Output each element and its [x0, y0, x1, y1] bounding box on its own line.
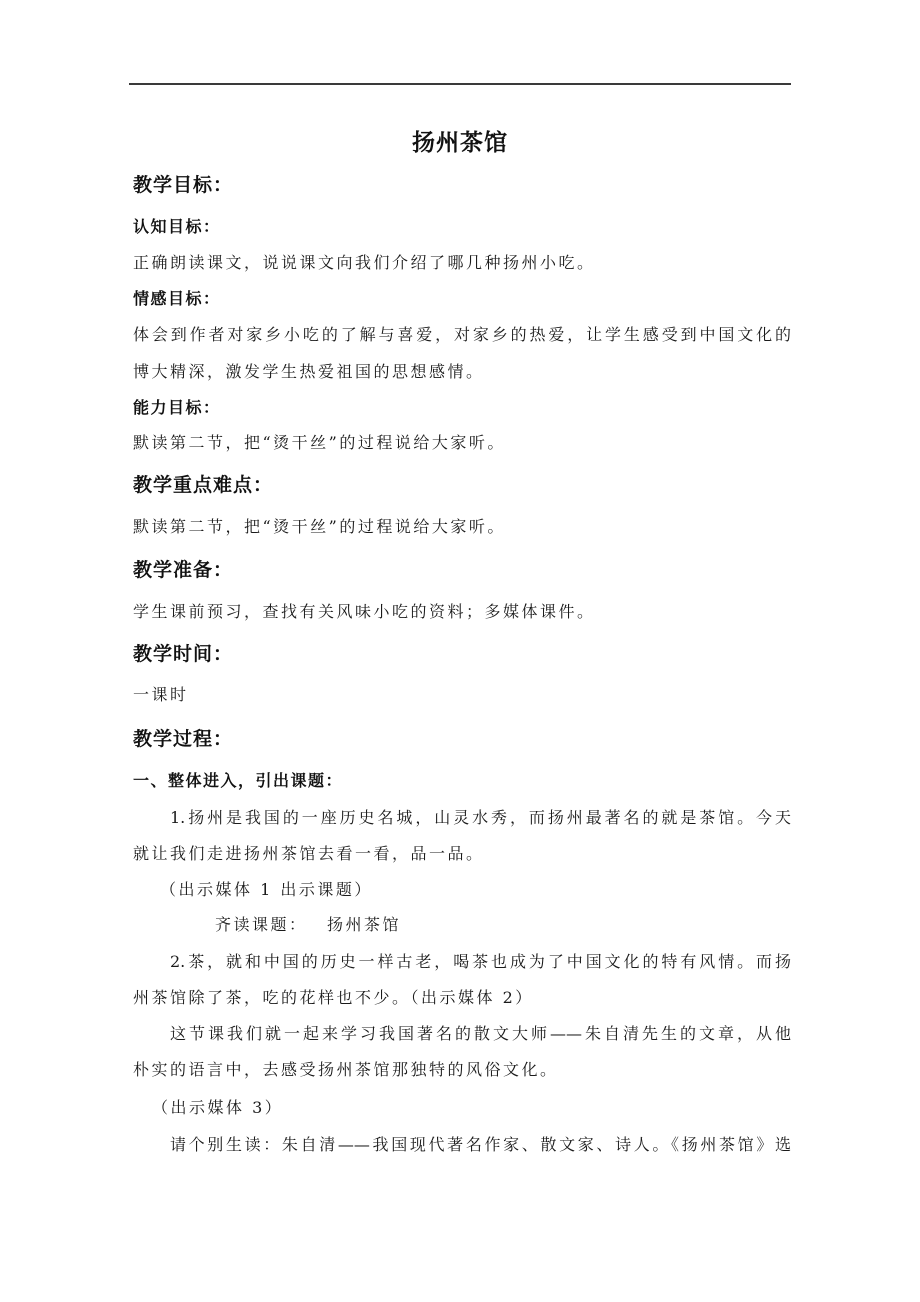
step1-para1-line1: 1.扬州是我国的一座历史名城，山灵水秀，而扬州最著名的就是茶馆。今天 — [170, 808, 791, 827]
step1-para1-line2: 就让我们走进扬州茶馆去看一看，品一品。 — [133, 844, 485, 863]
heading-key-points: 教学重点难点： — [133, 474, 274, 496]
step1-heading: 一、整体进入，引出课题： — [133, 771, 344, 790]
heading-process: 教学过程： — [133, 728, 234, 750]
step1-para3-line1: 这节课我们就一起来学习我国著名的散文大师——朱自清先生的文章，从他 — [170, 1024, 791, 1043]
emotional-text-line-1: 体会到作者对家乡小吃的了解与喜爱，对家乡的热爱，让学生感受到中国文化的 — [133, 325, 791, 344]
subheading-cognitive: 认知目标： — [133, 217, 221, 236]
read-title-value: 扬州茶馆 — [327, 915, 402, 934]
document-title: 扬州茶馆 — [412, 130, 508, 156]
step1-para2-line1: 2.茶，就和中国的历史一样古老，喝茶也成为了中国文化的特有风情。而扬 — [170, 952, 791, 971]
heading-time: 教学时间： — [133, 643, 234, 665]
media-note-3: （出示媒体 3） — [152, 1098, 284, 1117]
cognitive-text: 正确朗读课文，说说课文向我们介绍了哪几种扬州小吃。 — [133, 253, 596, 272]
heading-objectives: 教学目标： — [133, 174, 234, 196]
preparation-text: 学生课前预习，查找有关风味小吃的资料；多媒体课件。 — [133, 602, 596, 621]
key-points-text: 默读第二节，把“烫干丝”的过程说给大家听。 — [133, 517, 506, 536]
subheading-emotional: 情感目标： — [133, 289, 221, 308]
subheading-ability: 能力目标： — [133, 398, 221, 417]
time-text: 一课时 — [133, 685, 189, 704]
step1-para4-line1: 请个别生读：朱自清——我国现代著名作家、散文家、诗人。《扬州茶馆》选 — [170, 1135, 791, 1154]
ability-text: 默读第二节，把“烫干丝”的过程说给大家听。 — [133, 433, 506, 452]
read-title-label: 齐读课题： — [215, 915, 308, 934]
header-rule — [129, 83, 791, 85]
emotional-text-line-2: 博大精深，激发学生热爱祖国的思想感情。 — [133, 362, 485, 381]
media-note-1: （出示媒体 1 出示课题） — [160, 880, 373, 899]
step1-para3-line2: 朴实的语言中，去感受扬州茶馆那独特的风俗文化。 — [133, 1060, 559, 1079]
step1-para2-line2: 州茶馆除了茶，吃的花样也不少。（出示媒体 2） — [133, 988, 534, 1007]
heading-preparation: 教学准备： — [133, 559, 234, 581]
